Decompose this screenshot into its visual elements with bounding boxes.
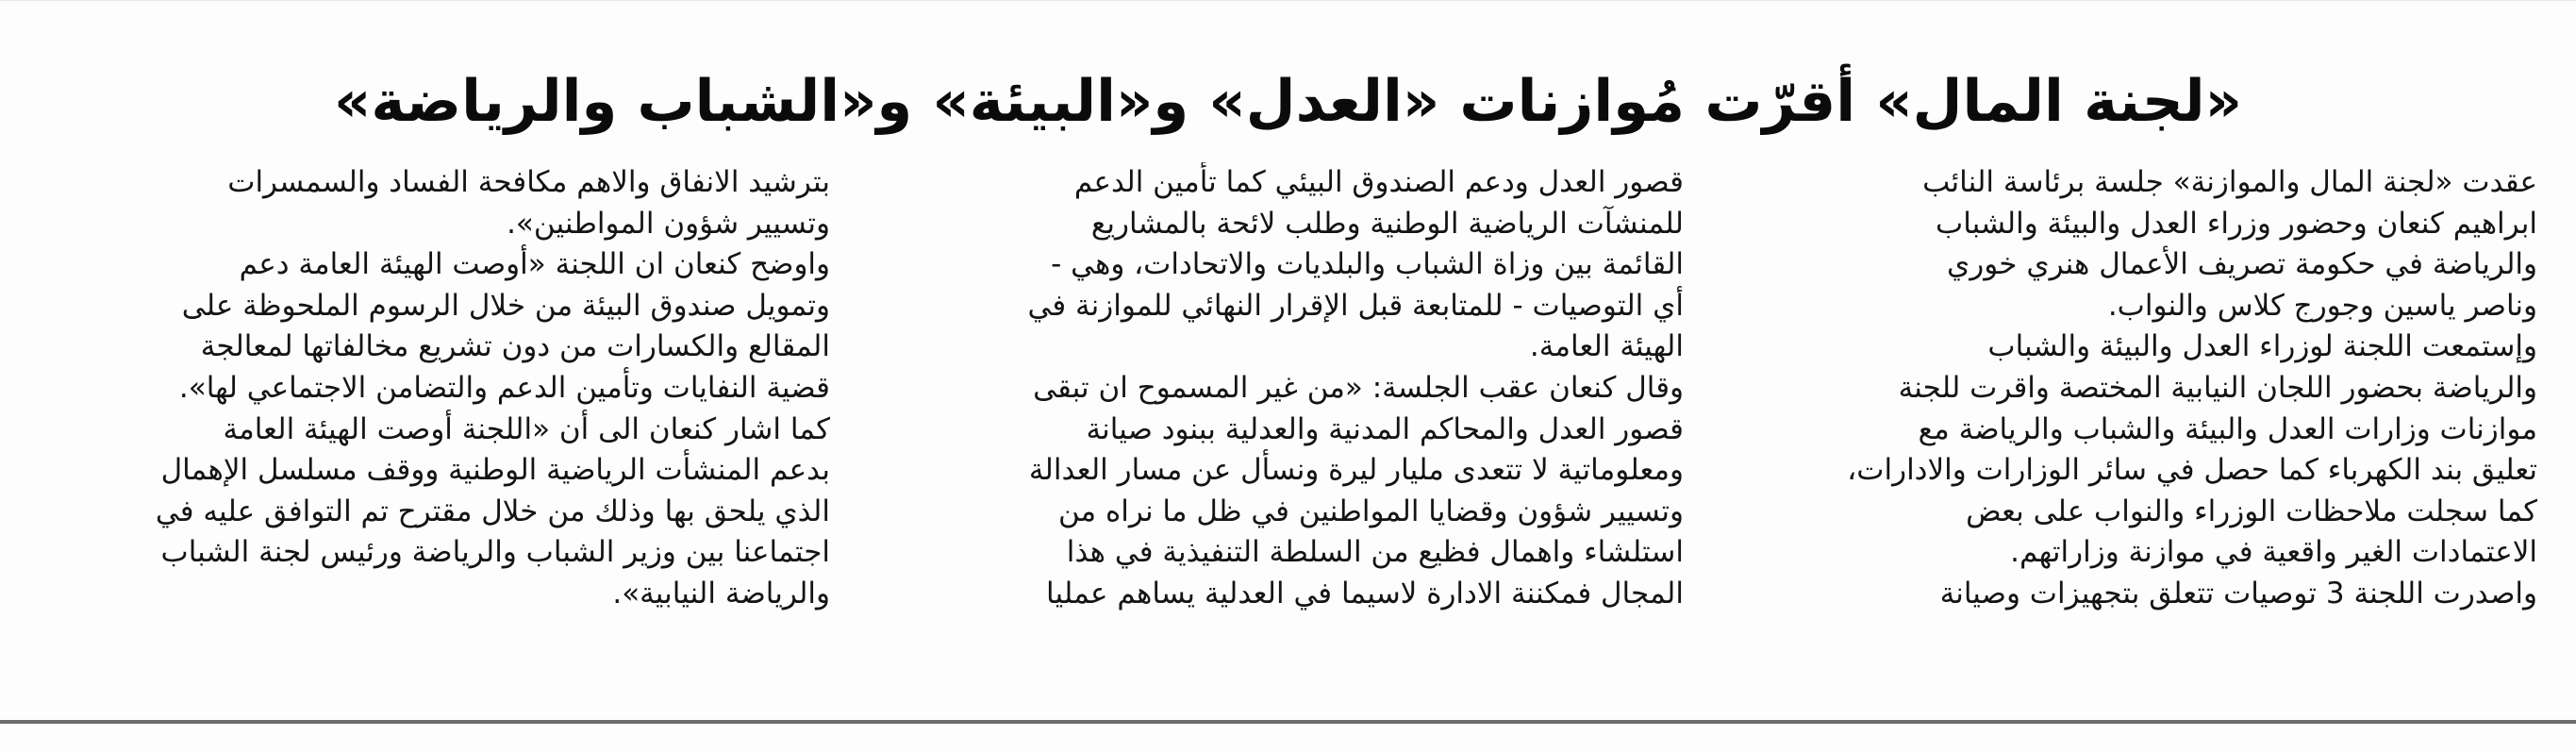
column-3-line: اجتماعنا بين وزير الشباب والرياضة ورئيس لجنة الشباب: [160, 535, 830, 570]
column-3-line: بترشيد الانفاق والاهم مكافحة الفساد والسمسرات: [227, 165, 830, 199]
column-2-line: وقال كنعان عقب الجلسة: «من غير المسموح ان تبقى: [1033, 370, 1684, 405]
column-1-line: تعليق بند الكهرباء كما حصل في سائر الوزارات والادارات،: [1847, 453, 2537, 488]
column-1-line: وناصر ياسين وجورج كلاس والنواب.: [2107, 288, 2537, 323]
text-column-1: [1745, 162, 2537, 691]
column-2-line: للمنشآت الرياضية الوطنية وطلب لائحة بالمشاريع: [1090, 206, 1684, 241]
column-3-line: وتسيير شؤون المواطنين».: [507, 206, 830, 241]
column-1-line: والرياضة في حكومة تصريف الأعمال هنري خوري: [1947, 247, 2537, 282]
top-divider: [0, 0, 2576, 1]
text-column-2: [891, 162, 1684, 691]
column-2-line: استلشاء واهمال فظيع من السلطة التنفيذية في هذا: [1066, 535, 1684, 570]
column-3-line: بدعم المنشأت الرياضية الوطنية ووقف مسلسل الإهمال: [160, 453, 830, 488]
column-2-line: الهيئة العامة.: [1529, 329, 1684, 364]
bottom-divider: [0, 720, 2576, 724]
column-2-line: قصور العدل ودعم الصندوق البيئي كما تأمين الدعم: [1073, 165, 1684, 199]
column-2-line: ومعلوماتية لا تتعدى مليار ليرة ونسأل عن مسار العدالة: [1028, 453, 1684, 488]
column-1-line: موازنات وزارات العدل والبيئة والشباب والرياضة مع: [1918, 411, 2537, 446]
column-1-line: كما سجلت ملاحظات الوزراء والنواب على بعض: [1966, 494, 2537, 528]
column-1-line: ابراهيم كنعان وحضور وزراء العدل والبيئة والشباب: [1936, 206, 2537, 241]
column-1-line: والرياضة بحضور اللجان النيابية المختصة واقرت للجنة: [1898, 370, 2537, 405]
column-1-line: الاعتمادات الغير واقعية في موازنة وزاراتهم.: [2010, 535, 2537, 570]
column-2-line: وتسيير شؤون وقضايا المواطنين في ظل ما نراه من: [1057, 494, 1684, 528]
column-3-line: والرياضة النيابية».: [612, 576, 830, 611]
column-3-line: كما اشار كنعان الى أن «اللجنة أوصت الهيئة العامة: [223, 411, 830, 446]
column-2-line: المجال فمكننة الادارة لاسيما في العدلية يساهم عمليا: [1046, 576, 1684, 611]
column-3-line: المقالع والكسارات من دون تشريع مخالفاتها لمعالجة: [200, 329, 830, 364]
column-2-line: القائمة بين وزاة الشباب والبلديات والاتحادات، وهي -: [1051, 247, 1684, 282]
column-2-line: أي التوصيات - للمتابعة قبل الإقرار النهائي للموازنة في: [1027, 288, 1684, 323]
column-1-line: عقدت «لجنة المال والموازنة» جلسة برئاسة النائب: [1922, 165, 2537, 199]
article-headline: «لجنة المال» أقرّت مُوازنات «العدل» و«البيئة» و«الشباب والرياضة»: [334, 68, 2242, 135]
column-3-line: وتمويل صندوق البيئة من خلال الرسوم الملحوظة على: [181, 288, 830, 323]
column-1-line: وإستمعت اللجنة لوزراء العدل والبيئة والشباب: [1987, 329, 2537, 364]
column-3-line: الذي يلحق بها وذلك من خلال مقترح تم التوافق عليه في: [155, 494, 830, 528]
text-column-3: [38, 162, 830, 691]
column-3-line: قضية النفايات وتأمين الدعم والتضامن الاجتماعي لها».: [178, 370, 830, 405]
column-1-line: واصدرت اللجنة 3 توصيات تتعلق بتجهيزات وصيانة: [1939, 576, 2537, 611]
column-2-line: قصور العدل والمحاكم المدنية والعدلية ببنود صيانة: [1086, 411, 1684, 446]
article-body: [38, 162, 2537, 691]
column-3-line: واوضح كنعان ان اللجنة «أوصت الهيئة العامة دعم: [239, 247, 830, 282]
